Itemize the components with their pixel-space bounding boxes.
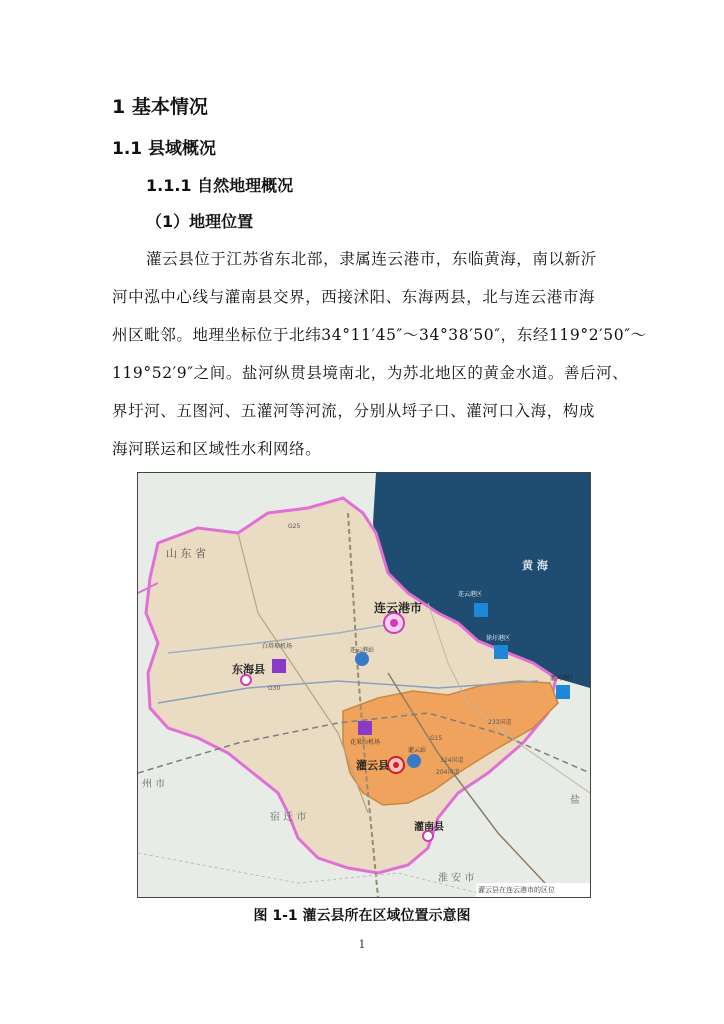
city-label: 州 市 [142, 779, 166, 790]
paragraph-line: 河中泓中心线与灌南县交界，西接沭阳、东海两县，北与连云港市海 [112, 288, 596, 306]
heading-level-3: 1.1.1 自然地理概况 [146, 176, 294, 195]
station-label: 灌云站 [408, 747, 427, 754]
train-station-icon [407, 754, 421, 768]
airport-plane-icon [272, 659, 286, 673]
road-label: 204国道 [436, 769, 460, 776]
road-label: 324国道 [440, 757, 464, 764]
heading-level-4: （1）地理位置 [146, 212, 254, 231]
paragraph-line: 119°52′9″之间。盐河纵贯县境南北，为苏北地区的黄金水道。善后河、 [112, 364, 629, 382]
city-label: 宿 迁 市 [270, 812, 307, 823]
county-label: 灌云县 [356, 759, 389, 772]
paragraph-line: 灌云县位于江苏省东北部，隶属连云港市，东临黄海，南以新沂 [146, 250, 597, 268]
location-map [137, 472, 591, 898]
port-label: 连云港区 [458, 591, 483, 598]
road-label: G15 [430, 735, 443, 742]
province-label: 山 东 省 [166, 547, 206, 560]
heading-level-2: 1.1 县域概况 [112, 139, 217, 159]
road-label: G25 [288, 523, 301, 530]
station-label: 连云港站 [350, 647, 375, 654]
airport-label: 白塔埠机场 [262, 643, 293, 650]
airport-label: 花果山机场 [350, 739, 381, 746]
figure-caption: 图 1-1 灌云县所在区域位置示意图 [253, 908, 471, 924]
port-anchor-icon [556, 685, 570, 699]
city-label: 连云港市 [374, 601, 423, 615]
road-label: 233国道 [488, 719, 512, 726]
map-graphic [138, 473, 590, 897]
paragraph-line: 州区毗邻。地理坐标位于北纬34°11′45″～34°38′50″，东经119°2′50″～ [112, 326, 647, 344]
paragraph-line: 界圩河、五图河、五灌河等河流，分别从埒子口、灌河口入海，构成 [112, 402, 596, 420]
map-legend-label: 灌云县在连云港市的区位 [478, 886, 555, 894]
county-label: 灌南县 [414, 822, 444, 833]
port-anchor-icon [494, 645, 508, 659]
port-label: 徐圩港区 [486, 635, 511, 642]
city-label: 盐 [570, 795, 580, 806]
city-label: 淮 安 市 [438, 873, 475, 884]
paragraph-line: 海河联运和区域性水利网络。 [112, 440, 322, 458]
page-number: 1 [358, 938, 366, 951]
county-label: 东海县 [232, 663, 265, 676]
port-anchor-icon [474, 603, 488, 617]
airport-plane-icon [358, 721, 372, 735]
sea-label: 黄 海 [522, 559, 548, 572]
port-label: 灌河港区 [550, 675, 575, 682]
heading-level-1: 1 基本情况 [112, 96, 208, 118]
train-station-icon [355, 652, 369, 666]
road-label: G30 [268, 685, 281, 692]
